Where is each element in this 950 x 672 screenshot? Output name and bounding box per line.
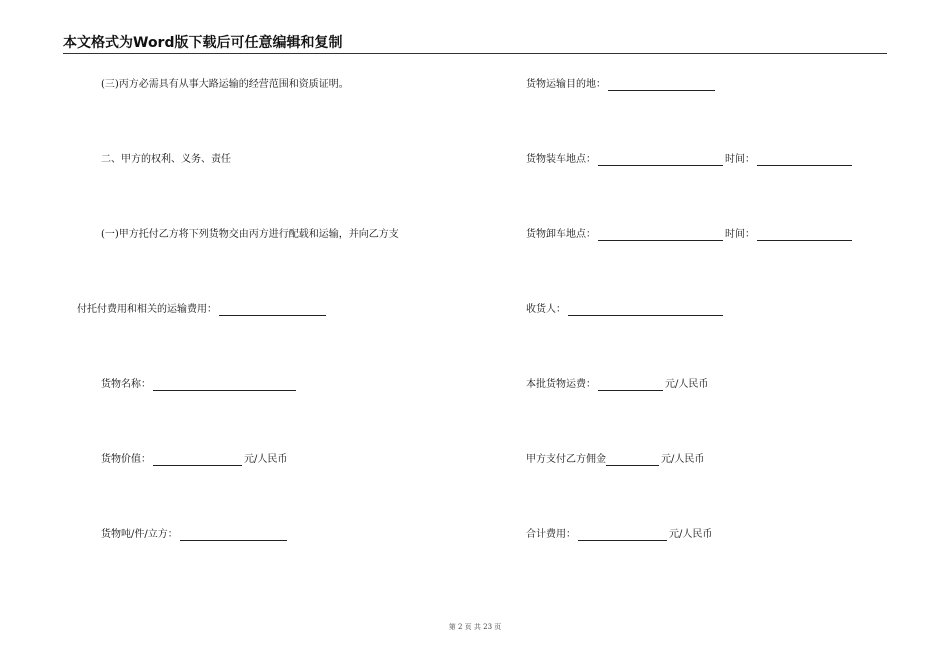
freight-unit: 元/人民币 [665,379,709,390]
clause-3-text [101,79,349,91]
goods-volume-row [101,529,289,541]
page-footer [0,623,950,631]
goods-volume-label: 货物吨/件/立方： [101,529,178,540]
clause-1-line-2 [77,304,328,316]
goods-volume-blank[interactable] [180,530,287,541]
commission-row [526,454,704,466]
page-total: 23 [483,623,493,631]
goods-value-unit: 元/人民币 [244,454,288,465]
consignee-blank[interactable] [568,305,723,316]
clause-1-text-1: (一)甲方托付乙方将下列货物交由丙方进行配载和运输，并向乙方支 [101,229,399,240]
section-2-label: 二、甲方的权利、义务、责任 [101,154,231,165]
loading-place-label: 货物装车地点： [526,154,596,165]
loading-place-blank[interactable] [598,155,723,166]
goods-name-row [101,379,298,391]
consignee-row [526,304,725,316]
commission-label: 甲方支付乙方佣金 [526,454,606,465]
section-2-heading [101,154,231,166]
commission-blank[interactable] [606,455,659,466]
goods-value-row [101,454,287,466]
destination-row [526,79,717,91]
loading-row [526,154,854,166]
header-title: 本文格式为Word版下载后可任意编辑和复制 [63,35,343,51]
total-label: 合计费用： [526,529,576,540]
page-header [63,36,887,54]
consignee-label: 收货人： [526,304,566,315]
clause-3-label: (三)丙方必需具有从事大路运输的经营范围和资质证明。 [101,79,349,90]
freight-row [526,379,708,391]
total-blank[interactable] [578,530,667,541]
goods-name-label: 货物名称： [101,379,151,390]
loading-time-blank[interactable] [757,155,852,166]
unloading-time-label: 时间： [725,229,755,240]
clause-1-line-1 [101,229,399,241]
clause-1-text-2: 付托付费用和相关的运输费用： [77,304,217,315]
goods-name-blank[interactable] [153,380,296,391]
destination-blank[interactable] [608,80,715,91]
transport-fee-blank[interactable] [219,305,326,316]
goods-value-label: 货物价值： [101,454,151,465]
total-unit: 元/人民币 [669,529,713,540]
page-suffix: 页 [494,623,502,631]
page-prefix: 第 [448,623,456,631]
goods-value-blank[interactable] [153,455,242,466]
unloading-time-blank[interactable] [757,230,852,241]
unloading-place-label: 货物卸车地点： [526,229,596,240]
page-middle: 页 共 [464,623,481,631]
freight-blank[interactable] [598,380,663,391]
unloading-row [526,229,854,241]
page-current: 2 [457,623,463,631]
unloading-place-blank[interactable] [598,230,723,241]
destination-label: 货物运输目的地： [526,79,606,90]
freight-label: 本批货物运费： [526,379,596,390]
commission-unit: 元/人民币 [661,454,705,465]
total-row [526,529,712,541]
loading-time-label: 时间： [725,154,755,165]
